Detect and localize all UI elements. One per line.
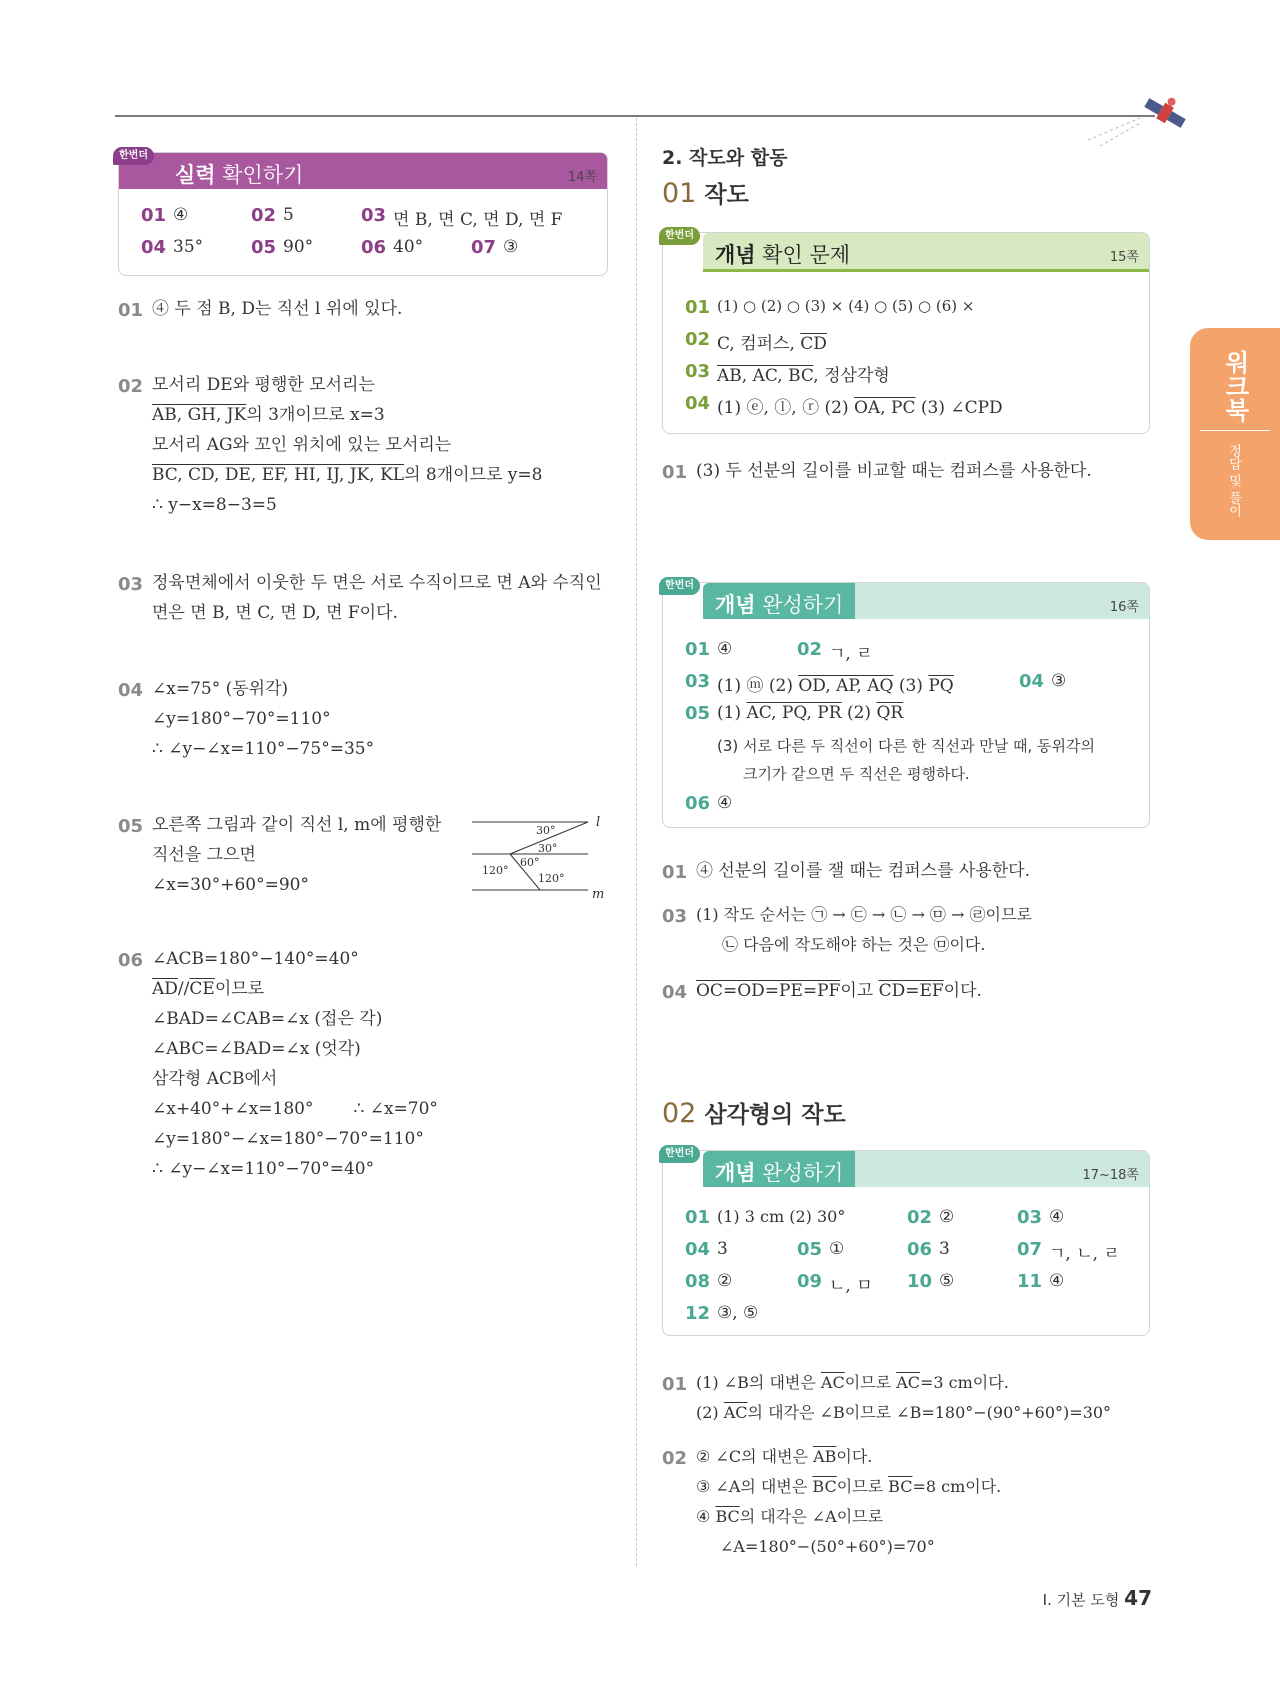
solution-06 (152, 944, 438, 1184)
box-tag: 한번더 (659, 227, 700, 245)
solution-line: 직선을 그으면 (152, 845, 256, 865)
solution-number: 02 (118, 376, 144, 397)
answer-value: (1) ⓔ, ⓛ, ⓡ (2) OA, PC (3) ∠CPD (717, 398, 1003, 418)
answer-value: ③, ⑤ (717, 1303, 759, 1323)
answer-value: ㄱ, ㄴ, ㄹ (1049, 1244, 1120, 1264)
answer-number: 05 (251, 237, 277, 258)
answer-number: 01 (141, 205, 167, 226)
answer-number: 08 (685, 1271, 711, 1292)
line-label-l: l (596, 815, 601, 830)
side-tab-title: 워크북 (1221, 350, 1249, 422)
answer-number: 03 (685, 671, 711, 692)
page-footer (1043, 1586, 1152, 1610)
box-page: 15쪽 (1109, 250, 1139, 265)
solution-number: 04 (662, 982, 688, 1003)
answer-number: 04 (685, 393, 711, 414)
solution-number: 06 (118, 950, 144, 971)
solution-line: AB, GH, JK의 3개이므로 x=3 (152, 405, 385, 425)
column-separator (636, 118, 637, 1566)
solution-04 (152, 674, 374, 764)
solution-line: ∠x=75° (동위각) (152, 679, 289, 699)
solution-line: OC=OD=PE=PF이고 CD=EF이다. (696, 981, 982, 1001)
answer-number: 04 (1019, 671, 1045, 692)
answer-value: AB, AC, BC, 정삼각형 (717, 366, 890, 386)
answer-number: 04 (141, 237, 167, 258)
solution-line: (1) 작도 순서는 ㉠ → ㉢ → ㉡ → ㉤ → ㉣이므로 (696, 905, 1032, 924)
answer-value: 5 (283, 205, 294, 225)
answer-value: 40° (393, 237, 424, 257)
solution-line: ∠A=180°−(50°+60°)=70° (720, 1537, 935, 1556)
answer-number: 06 (685, 793, 711, 814)
box-page: 16쪽 (1109, 600, 1139, 615)
workbook-side-tab[interactable] (1190, 328, 1280, 540)
solution-line: ∴ y−x=8−3=5 (152, 495, 277, 515)
answer-box-concept-complete (662, 582, 1150, 828)
answer-number: 10 (907, 1271, 933, 1292)
solution-line: ∠x+40°+∠x=180° ∴ ∠x=70° (152, 1099, 438, 1119)
answer-value: 3 (717, 1239, 728, 1259)
solution-line: ∠ABC=∠BAD=∠x (엇각) (152, 1039, 361, 1059)
answer-value: ⑤ (939, 1271, 955, 1291)
solution-number: 03 (118, 574, 144, 595)
solution-number: 01 (662, 1374, 688, 1395)
answer-box-skill-check (118, 152, 608, 276)
solution-line: 모서리 DE와 평행한 모서리는 (152, 375, 375, 395)
solution-line: 면은 면 B, 면 C, 면 D, 면 F이다. (152, 603, 398, 623)
solution-number: 01 (118, 300, 144, 321)
solution-line: ③ ∠A의 대변은 $\overline{BC}$이므로 $\overline{BC}=8$ cm이다. (696, 1477, 1002, 1496)
box-title: 개념 확인 문제 (715, 243, 851, 267)
answer-value: (3) 서로 다른 두 직선이 다른 한 직선과 만날 때, 동위각의 (717, 737, 1095, 755)
solution-line: ∠x=30°+60°=90° (152, 875, 309, 895)
answer-value: ④ (717, 639, 733, 659)
solution-02-triangle (696, 1442, 1001, 1562)
answer-value: ④ (717, 793, 733, 813)
answer-value: ④ (1049, 1271, 1065, 1291)
box-title: 실력 확인하기 (175, 163, 304, 187)
answer-value: 크기가 같으면 두 직선은 평행하다. (743, 765, 970, 783)
solution-line: (3) 두 선분의 길이를 비교할 때는 컴퍼스를 사용한다. (696, 461, 1092, 481)
solution-line: (1) ∠B의 대변은 $\overline{AC}$이므로 $\overline{AC}=3$ cm이다. (696, 1373, 1009, 1392)
solution-01-triangle (696, 1368, 1111, 1428)
answer-number: 05 (685, 703, 711, 724)
answer-value: ② (939, 1207, 955, 1227)
answer-value: 면 B, 면 C, 면 D, 면 F (393, 210, 563, 230)
answer-number: 06 (907, 1239, 933, 1260)
solution-line: 오른쪽 그림과 같이 직선 l, m에 평행한 (152, 815, 442, 835)
parallel-lines-figure (468, 812, 618, 902)
answer-value: ② (717, 1271, 733, 1291)
answer-number: 06 (361, 237, 387, 258)
answer-number: 01 (685, 639, 711, 660)
answer-box-concept-check (662, 232, 1150, 434)
answer-number: 05 (797, 1239, 823, 1260)
solution-03 (152, 568, 602, 628)
answer-box-triangle-construction (662, 1150, 1150, 1336)
angle-label: 120° (538, 872, 565, 885)
solution-line: ∠ACB=180°−140°=40° (152, 949, 359, 969)
answer-number: 09 (797, 1271, 823, 1292)
satellite-icon (1080, 88, 1190, 148)
answer-number: 02 (797, 639, 823, 660)
answer-value: ① (829, 1239, 845, 1259)
solution-number: 04 (118, 680, 144, 701)
answer-number: 01 (685, 297, 711, 318)
solution-number: 02 (662, 1448, 688, 1469)
answer-value: (1) ⓜ (2) OD, AP, AQ (3) $\overline{PQ}$ (717, 676, 954, 696)
answer-number: 11 (1017, 1271, 1043, 1292)
box-page: 17~18쪽 (1082, 1168, 1139, 1183)
box-tag: 한번더 (659, 577, 700, 595)
answer-number: 03 (1017, 1207, 1043, 1228)
solution-line: ∠y=180°−70°=110° (152, 709, 331, 729)
answer-number: 01 (685, 1207, 711, 1228)
answer-value: ③ (503, 237, 519, 257)
solution-05 (152, 810, 441, 900)
solution-line: ④ 선분의 길이를 잴 때는 컴퍼스를 사용한다. (696, 861, 1031, 881)
answer-value: ㄱ, ㄹ (829, 644, 873, 664)
solution-line: ∴ ∠y−∠x=110°−70°=40° (152, 1159, 375, 1179)
section-title: 02 삼각형의 작도 (662, 1098, 846, 1129)
solution-number: 01 (662, 862, 688, 883)
box-tag: 한번더 (659, 1145, 700, 1163)
solution-line: $\overline{AD}//\overline{CE}$이므로 (152, 979, 265, 999)
answer-number: 07 (1017, 1239, 1043, 1260)
solution-line: ∠y=180°−∠x=180°−70°=110° (152, 1129, 424, 1149)
line-label-m: m (592, 887, 605, 902)
solution-number: 01 (662, 462, 688, 483)
solution-line: BC, CD, DE, EF, HI, IJ, JK, KL의 8개이므로 y=8 (152, 465, 543, 485)
answer-number: 03 (361, 205, 387, 226)
answer-value: 35° (173, 237, 204, 257)
solution-line: ∠BAD=∠CAB=∠x (접은 각) (152, 1009, 383, 1029)
answer-value: (1) AC, PQ, PR (2) $\overline{QR}$ (717, 703, 904, 723)
solution-line: ② ∠C의 대변은 $\overline{AB}$이다. (696, 1447, 873, 1466)
answer-number: 02 (907, 1207, 933, 1228)
answer-value: ㄴ, ㅁ (829, 1276, 873, 1296)
answer-number: 02 (685, 329, 711, 350)
solution-number: 03 (662, 906, 688, 927)
section-title: 01 작도 (662, 178, 749, 209)
solution-line: ∴ ∠y−∠x=110°−75°=35° (152, 739, 375, 759)
answer-value: 3 (939, 1239, 950, 1259)
solution-line: 모서리 AG와 꼬인 위치에 있는 모서리는 (152, 435, 452, 455)
side-tab-subtitle: 정답 및 풀이 (1226, 444, 1241, 518)
solution-02 (152, 370, 542, 520)
box-title: 개념 완성하기 (715, 1161, 844, 1185)
solution-line: ㉡ 다음에 작도해야 하는 것은 ㉤이다. (722, 935, 986, 954)
box-tag: 한번더 (113, 147, 154, 165)
angle-label: 60° (520, 856, 540, 869)
answer-value: C, 컴퍼스, $\overline{CD}$ (717, 334, 827, 354)
angle-label: 30° (538, 842, 558, 855)
solution-number: 05 (118, 816, 144, 837)
answer-number: 12 (685, 1303, 711, 1324)
answer-number: 07 (471, 237, 497, 258)
solution-line: 정육면체에서 이웃한 두 면은 서로 수직이므로 면 A와 수직인 (152, 573, 602, 593)
answer-value: (1) ○ (2) ○ (3) × (4) ○ (5) ○ (6) × (717, 297, 975, 315)
answer-value: ④ (173, 205, 189, 225)
footer-chapter: Ⅰ. 기본 도형 (1042, 1591, 1120, 1609)
answer-number: 04 (685, 1239, 711, 1260)
answer-number: 02 (251, 205, 277, 226)
angle-label: 30° (536, 824, 556, 837)
top-rule (115, 115, 1155, 117)
answer-value: ③ (1051, 671, 1067, 691)
box-title: 개념 완성하기 (715, 593, 844, 617)
answer-number: 03 (685, 361, 711, 382)
box-page: 14쪽 (567, 170, 597, 185)
chapter-heading: 2. 작도와 합동 (662, 147, 788, 169)
answer-value: 90° (283, 237, 314, 257)
answer-value: (1) 3 cm (2) 30° (717, 1207, 846, 1226)
solution-line: ④ $\overline{BC}$의 대각은 ∠A이므로 (696, 1507, 884, 1526)
solution-line: 삼각형 ACB에서 (152, 1069, 278, 1089)
page-number: 47 (1124, 1586, 1152, 1610)
solution-line: (2) $\overline{AC}$의 대각은 ∠B이므로 ∠B=180°−(90°+60°)=30° (696, 1403, 1112, 1422)
solution-line: ④ 두 점 B, D는 직선 l 위에 있다. (152, 299, 403, 319)
answer-value: ④ (1049, 1207, 1065, 1227)
angle-label: 120° (482, 864, 509, 877)
solution-03-right (696, 900, 1032, 960)
